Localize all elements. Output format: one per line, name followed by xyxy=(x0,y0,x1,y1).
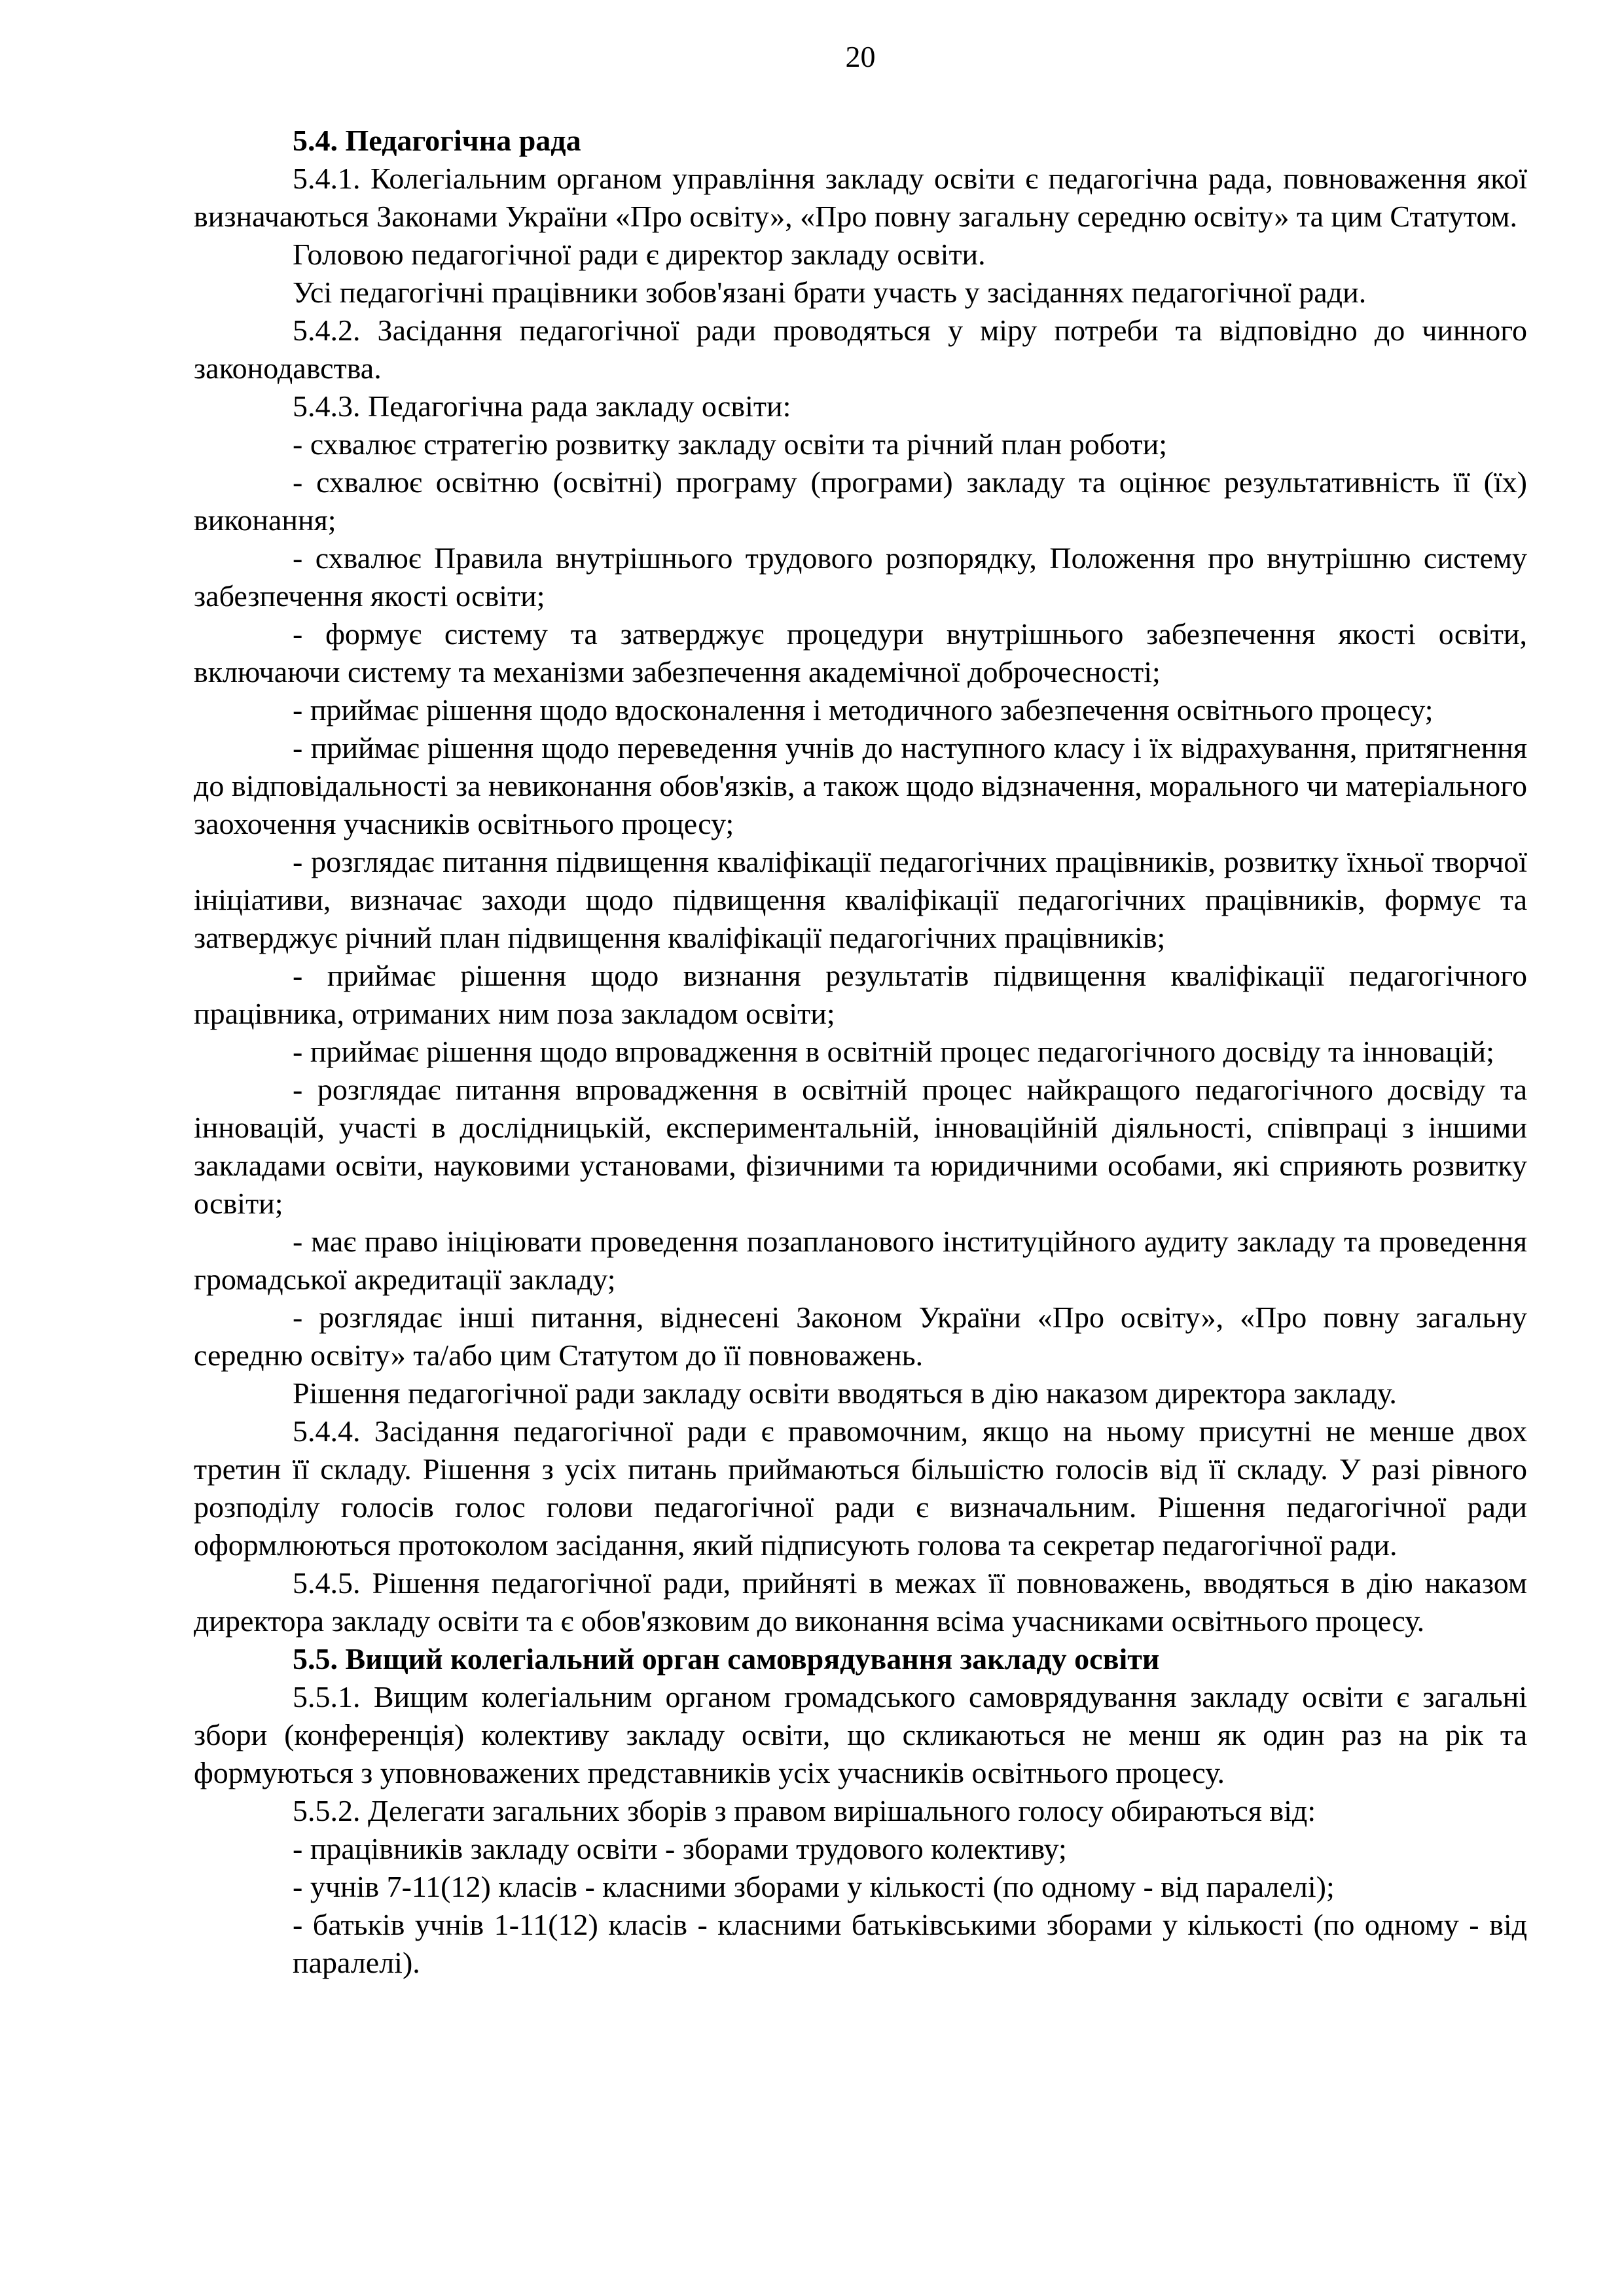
paragraph: 5.5.1. Вищим колегіальним органом громадського самоврядування закладу освіти є загальні збори (конференція) колективу закладу освіти, що скликаються не менш як один раз на рік та формуються з уповноважених представників усіх учасників освітнього процесу. xyxy=(194,1680,1527,1789)
paragraph: - розглядає питання підвищення кваліфікації педагогічних працівників, розвитку їхньої творчої ініціативи, визначає заходи щодо підвищення кваліфікації педагогічних працівників, формує та затверджує річний план підвищення кваліфікації педагогічних працівників; xyxy=(194,845,1527,954)
document-body xyxy=(194,122,1527,1982)
paragraph: 5.4.2. Засідання педагогічної ради проводяться у міру потреби та відповідно до чинного законодавства. xyxy=(194,314,1527,385)
paragraph: - приймає рішення щодо визнання результатів підвищення кваліфікації педагогічного працівника, отриманих ним поза закладом освіти; xyxy=(194,959,1527,1030)
section-heading: 5.5. Вищий колегіальний орган самоврядування закладу освіти xyxy=(293,1642,1160,1676)
paragraph: - приймає рішення щодо вдосконалення і методичного забезпечення освітнього процесу; xyxy=(293,693,1434,726)
paragraph: Рішення педагогічної ради закладу освіти вводяться в дію наказом директора закладу. xyxy=(293,1376,1397,1410)
paragraph: - має право ініціювати проведення позапланового інституційного аудиту закладу та проведення громадської акредитації закладу; xyxy=(194,1225,1527,1296)
paragraph: - працівників закладу освіти - зборами трудового колективу; xyxy=(293,1832,1067,1865)
paragraph: - приймає рішення щодо впровадження в освітній процес педагогічного досвіду та інновацій; xyxy=(293,1035,1494,1068)
section-heading: 5.4. Педагогічна рада xyxy=(293,124,581,157)
paragraph: 5.4.1. Колегіальним органом управління закладу освіти є педагогічна рада, повноваження якої визначаються Законами України «Про освіту», «Про повну загальну середню освіту» та цим Статутом. xyxy=(194,162,1527,233)
page-number: 20 xyxy=(845,40,876,73)
paragraph: - приймає рішення щодо переведення учнів до наступного класу і їх відрахування, притягнення до відповідальності за невиконання обов'язків, а також щодо відзначення, морального чи матеріального заохочення учасників освітнього процесу; xyxy=(194,731,1527,840)
paragraph: - схвалює Правила внутрішнього трудового розпорядку, Положення про внутрішню систему забезпечення якості освіти; xyxy=(194,541,1527,613)
paragraph: - схвалює стратегію розвитку закладу освіти та річний план роботи; xyxy=(293,427,1168,461)
paragraph: Усі педагогічні працівники зобов'язані брати участь у засіданнях педагогічної ради. xyxy=(293,276,1367,309)
paragraph: 5.4.4. Засідання педагогічної ради є правомочним, якщо на ньому присутні не менше двох третин її складу. Рішення з усіх питань приймаються більшістю голосів від її складу. У разі рівного розподілу голосів голос голови педагогічної ради є визначальним. Рішення педагогічної ради оформлюються протоколом засідання, який підписують голова та секретар педагогічної ради. xyxy=(194,1414,1527,1562)
paragraph: - формує систему та затверджує процедури внутрішнього забезпечення якості освіти, включаючи систему та механізми забезпечення академічної доброчесності; xyxy=(194,617,1527,689)
paragraph: 5.5.2. Делегати загальних зборів з правом вирішального голосу обираються від: xyxy=(293,1794,1316,1827)
paragraph: - учнів 7-11(12) класів - класними зборами у кількості (по одному - від паралелі); xyxy=(293,1870,1335,1903)
paragraph: 5.4.5. Рішення педагогічної ради, прийняті в межах її повноважень, вводяться в дію наказом директора закладу освіти та є обов'язковим до виконання всіма учасниками освітнього процесу. xyxy=(194,1566,1527,1638)
paragraph: Головою педагогічної ради є директор закладу освіти. xyxy=(293,238,986,271)
paragraph: - батьків учнів 1-11(12) класів - класними батьківськими зборами у кількості (по одному - від паралелі). xyxy=(293,1908,1527,1979)
paragraph: - розглядає інші питання, віднесені Законом України «Про освіту», «Про повну загальну середню освіту» та/або цим Статутом до її повноважень. xyxy=(194,1300,1527,1372)
paragraph: - схвалює освітню (освітні) програму (програми) закладу та оцінює результативність її (їх) виконання; xyxy=(194,465,1527,537)
paragraph: - розглядає питання впровадження в освітній процес найкращого педагогічного досвіду та інновацій, участі в дослідницькій, експериментальній, інноваційній діяльності, співпраці з іншими закладами освіти, науковими установами, фізичними та юридичними особами, які сприяють розвитку освіти; xyxy=(194,1073,1527,1220)
paragraph: 5.4.3. Педагогічна рада закладу освіти: xyxy=(293,389,791,423)
